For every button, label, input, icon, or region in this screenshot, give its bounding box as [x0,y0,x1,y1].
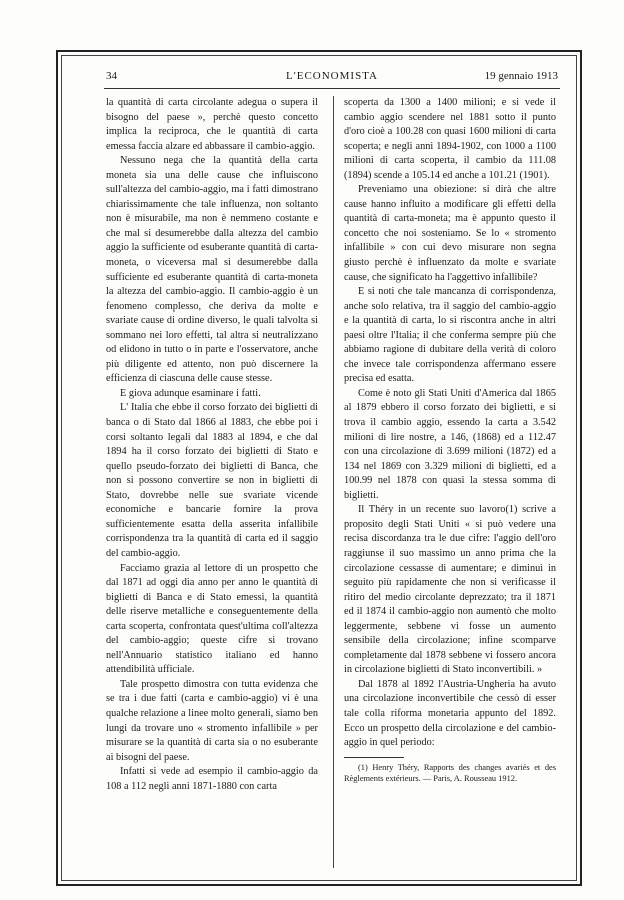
footnote: (1) Henry Théry, Rapports des changes avariés et des Règlements extérieurs. — Paris, A. Rousseau 1912. [344,762,556,784]
footnote-rule [344,757,404,758]
paragraph: Il Théry in un recente suo lavoro(1) scrive a proposito degli Stati Uniti « si può vedere una recisa discordanza tra le due cifre: l'aggio dell'oro raggiunse il suo massimo un anno prima che la circolazione cessasse di aumentare; e diminuì in seguito più rapidamente che non si verificasse il ritiro del medio circolante deprezzato; tra il 1871 ed il 1874 il cambio-aggio non aumentò che molto leggermente, sebbene vi fosse un aumento sensibile della circolazione; infine scomparve completamente dal 1878 sebbene vi fossero ancora in circolazione biglietti di Stato inconvertibili. » [344,504,556,676]
running-header [106,70,558,86]
issue-date: 19 gennaio 1913 [484,70,558,82]
paragraph: Facciamo grazia al lettore di un prospetto che dal 1871 ad oggi dia anno per anno le quantità di biglietti di Banca e di Stato emessi, la quantità delle riserve metalliche e conseguentemente della carta scoperta, confrontata quest'ultima coll'altezza del cambio-aggio; queste cifre si trovano nell'Annuario statistico italiano ed hanno attendibilità ufficiale. [106,562,318,676]
paragraph: Nessuno nega che la quantità della carta moneta sia una delle cause che influiscono sull'altezza del cambio-aggio, ma i fatti dimostrano chiarissimamente che tale influenza, non soltanto non è misurabile, ma non è nemmeno costante e che mal si desumerebbe dalla altezza del cambio aggio la sufficiente od esuberante quantità di carta-moneta, o viceversa mal si desumerebbe dalla sufficiente ed esuberante quantità di carta-moneta la altezza del cambio-aggio. Il cambio-aggio è un fenomeno complesso, che deriva da molte e svariate cause di ordine diverso, le quali talvolta si sommano nei loro effetti, tal altra si neutralizzano od elidono in tutto o in parte e l'osservatore, anche più diligente ed attento, non può discernere la efficienza di ciascuna delle cause stesse. [106,155,318,385]
header-rule [104,88,560,89]
paragraph: la quantità di carta circolante adegua o supera il bisogno del paese », perchè questo concetto implica la reciproca, che le quantità di carta emessa faccia alzare ed abbassare il cambio-aggio. [106,97,318,152]
paragraph: Preveniamo una obiezione: si dirà che altre cause hanno influito a modificare gli effetti della quantità di carta-moneta; ma è appunto questo il concetto che noi sosteniamo. Se lo « stromento infallibile » con cui devo misurare non segna giusto perchè è influenzato da molte e svariate cause, che significato ha l'aggettivo infallibile? [344,184,556,283]
paragraph: Tale prospetto dimostra con tutta evidenza che se tra i due fatti (carta e cambio-aggio) vi è una qualche relazione a linee molto generali, siamo ben lungi da trovare uno « stromento infallibile » per misurare se la quantità di carta sia o no esuberante ai bisogni del paese. [106,678,318,763]
paragraph: E giova adunque esaminare i fatti. [120,387,261,399]
paragraph: L' Italia che ebbe il corso forzato dei biglietti di banca o di Stato dal 1866 al 1883, che ebbe poi i corsi soltanto legali dal 1883 al 1894, e che dal 1894 ha il corso forzato dei biglietti di Stato e quello pseudo-forzato dei biglietti di Banca, che non si possono convertire se non in biglietti di Stato, dovrebbe nelle sue svariate vicende economiche e bancarie fornire la prova sufficientemente esatta della asserita infallibile corrispondenza tra la quantità di carta ed il saggio del cambio-aggio. [106,402,318,559]
right-column [344,96,556,785]
paragraph: scoperta da 1300 a 1400 milioni; e si vede il cambio aggio scendere nel 1881 sotto il punto d'oro cioè a 100.28 con quasi 1600 milioni di carta scoperta; e negli anni 1894-1902, con 1000 a 1100 milioni di carta scoperta, il cambio da 111.08 (1894) scende a 105.14 ed anche a 101.21 (1901). [344,97,556,181]
paragraph: E si noti che tale mancanza di corrispondenza, anche solo relativa, tra il saggio del cambio-aggio e la quantità di carta, lo si riscontra anche in altri paesi oltre l'Italia; il che conferma sempre più che abbiamo ragione di dubitare della verità di coloro che invece tale corrispondenza affermano essere precisa ed esatta. [344,286,556,385]
paragraph: Infatti si vede ad esempio il cambio-aggio da 108 a 112 negli anni 1871-1880 con carta [106,766,318,792]
paragraph: Come è noto gli Stati Uniti d'America dal 1865 al 1879 ebbero il corso forzato dei biglietti, e si trova il cambio aggio, essendo la carta a 3.542 milioni di lire nostre, a 146, (1868) ed a 112.47 con una circolazione di 3.699 milioni (1872) ed a 134 nel 1869 con 3.329 milioni di biglietti, ed a 100.99 nel 1878 con quasi la stessa somma di biglietti. [344,387,556,501]
page-number: 34 [106,70,117,82]
journal-title: L'ECONOMISTA [286,70,378,82]
paragraph: Dal 1878 al 1892 l'Austria-Ungheria ha avuto una circolazione inconvertibile che cessò di esser tale colla riforma monetaria appunto del 1892. Ecco un prospetto della circolazione e del cambio-aggio in quel periodo: [344,678,556,749]
column-divider [333,96,334,868]
left-column [106,96,318,794]
